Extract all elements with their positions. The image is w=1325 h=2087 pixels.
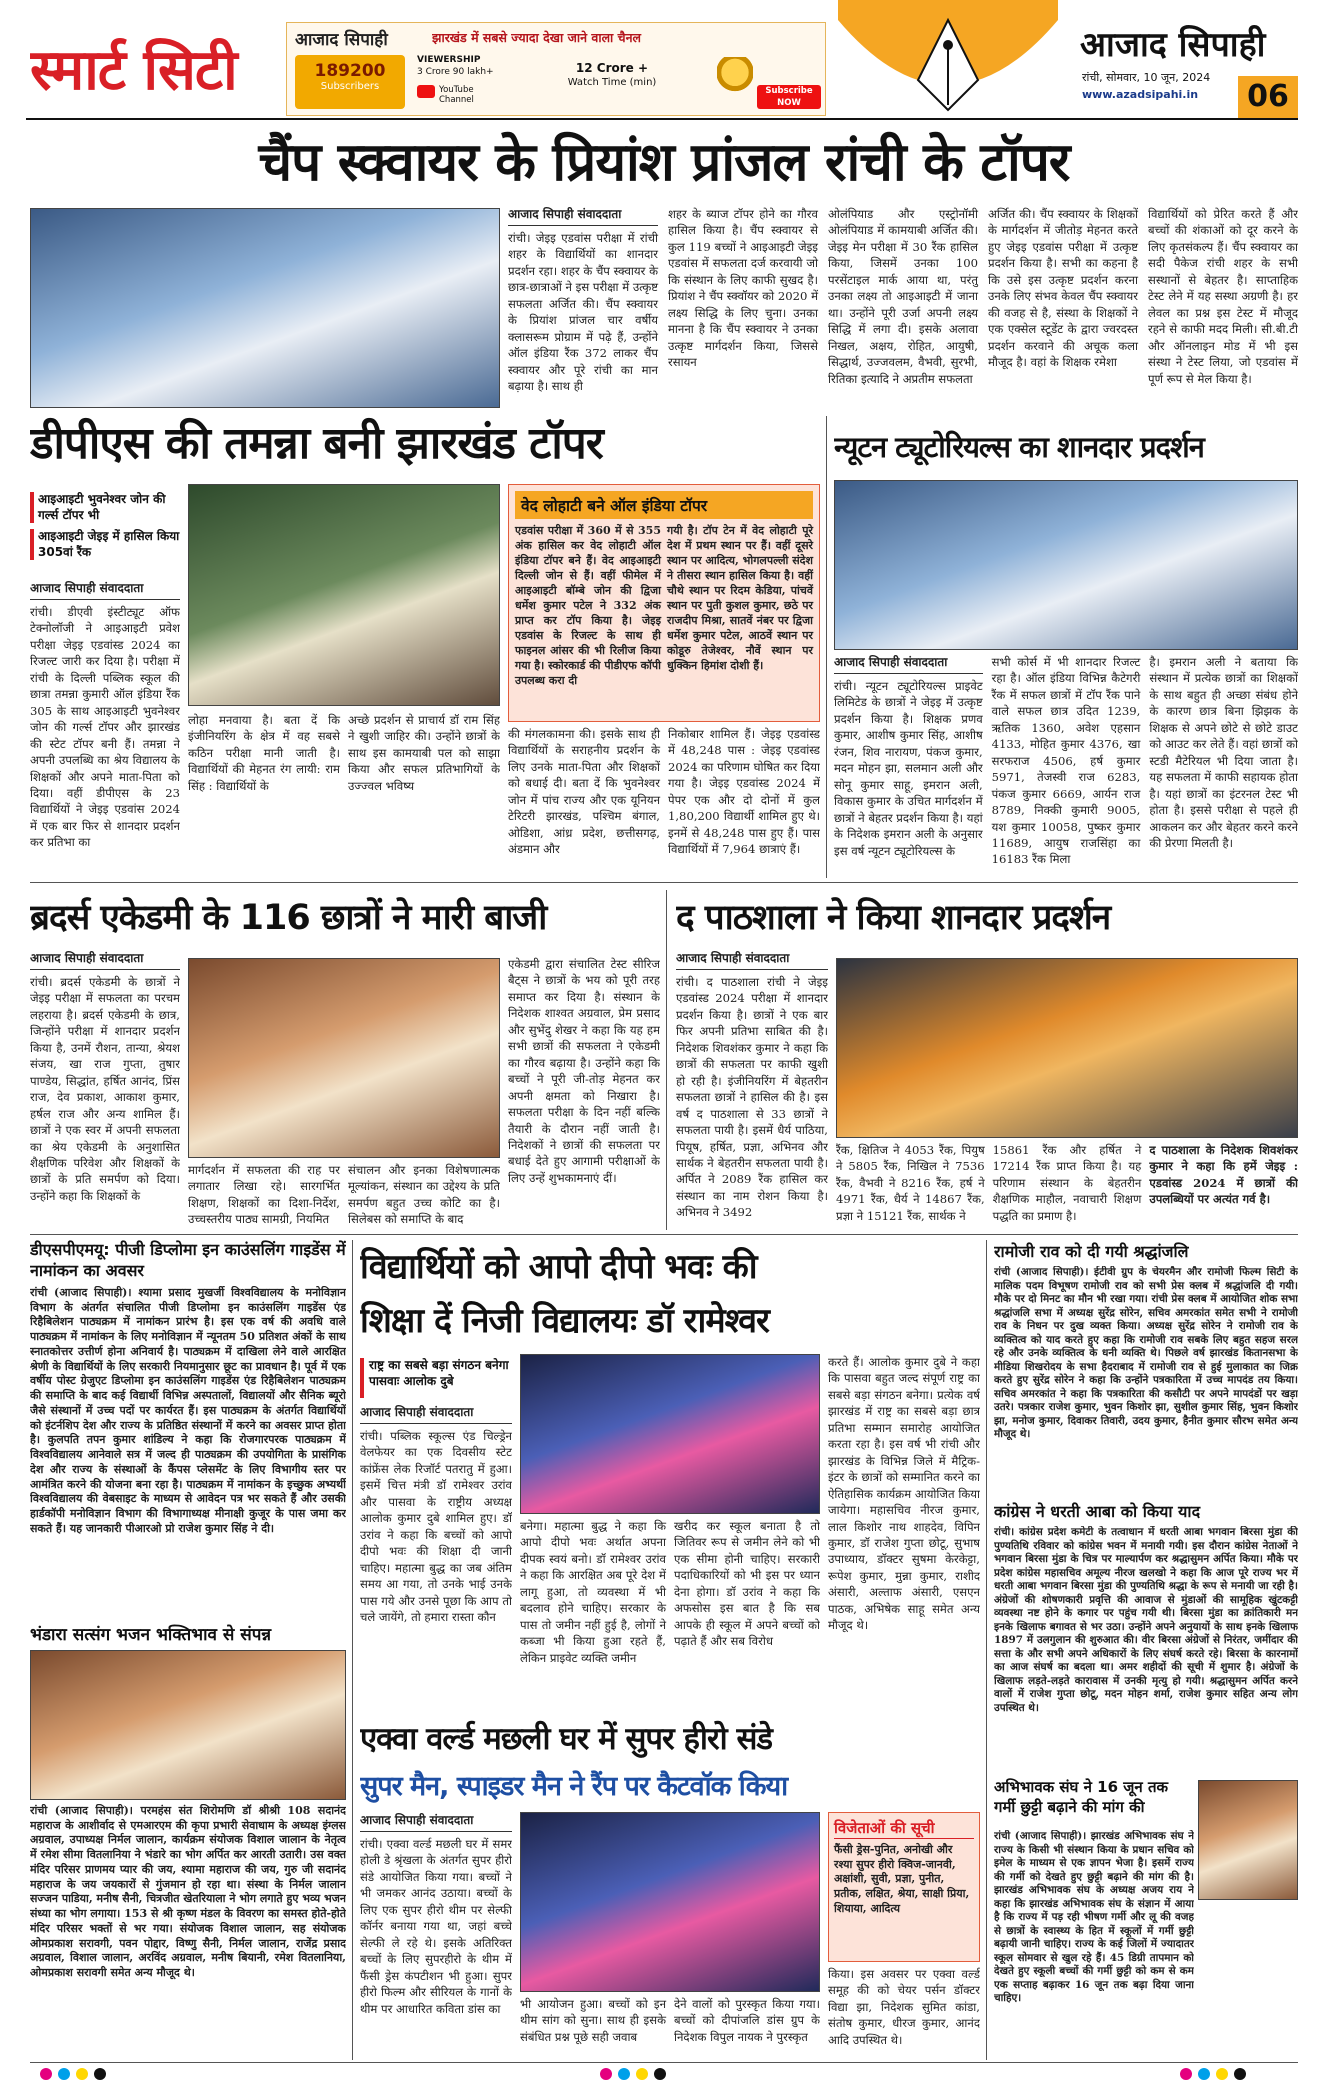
story4-col1-wrap [30, 950, 180, 1230]
story12-headline: एक्वा वर्ल्ड मछली घर में सुपर हीरो संडे [360, 1721, 773, 1757]
story8-headline-line1: विद्यार्थियों को आपो दीपो भवः की [360, 1247, 757, 1287]
story5-byline: आजाद सिपाही संवाददाता [676, 950, 828, 970]
registration-color-dot [1180, 2068, 1192, 2080]
story11-body: रांची (आजाद सिपाही)। झारखंड अभिभावक संघ ने राज्य के किसी भी संस्थान किया के प्रधान सचिव को इमेल के माध्यम से एक ज्ञापन भेजा है। इसमें राज्य की गर्मी को देखते हुए छुट्टी बढ़ाने की मांग की है। झारखंड अभिभावक संघ के अध्यक्ष अजय राय ने कहा कि झारखंड अभिभावक संघ के संज्ञान में आया है कि राज्य में पड़ रही भीषण गर्मी और लू की वजह से छात्रों के स्वास्थ्य के हित में स्कूलों में गर्मी छुट्टी बढ़ायी जानी चाहिए। राज्य के कई जिलों में ज्यादातर स्कूल सोमवार से खुल रहे हैं। 45 डिग्री तापमान को देखते हुए स्कूली बच्चों की गर्मी छुट्टी को कम से कम एक सप्ताह बढ़ाकर 16 जून तक बढ़ा दिया जाना चाहिए। [994, 1830, 1194, 2005]
story3-photo-students [834, 480, 1298, 650]
story2-right [508, 726, 820, 878]
youtube-label: YouTube Channel [439, 85, 474, 106]
story8-byline: आजाद सिपाही संवाददाता [360, 1404, 512, 1424]
footer-rule [30, 2062, 1298, 2063]
registration-color-dot [654, 2068, 666, 2080]
story2-lower [188, 712, 500, 878]
page-number: 06 [1238, 76, 1298, 118]
story4-col2: मार्गदर्शन में सफलता की राह पर लगातार लिखा रहे। सारगर्भित शिक्षण, शिक्षकों का दिशा-निर्देश, उच्चस्तरीय पाठ्य सामग्री, नियमित [188, 1163, 340, 1227]
story8-col1: रांची। पब्लिक स्कूल्स एंड चिल्ड्रेन वेलफेयर का एक दिवसीय स्टेट कांफ्रेंस लेक रिजॉर्ट पतरातु में हुआ। इसमें चित्त मंत्री डॉ रामेश्वर उरांव और पासवा के राष्ट्रीय अध्यक्ष आलोक कुमार दुबे शामिल हुए। डॉ उरांव ने कहा कि बच्चों को आपो दीपो भवः की शिक्षा दी जानी चाहिए। महात्मा बुद्ध का जब अंतिम समय आ गया, तो उनके भाई उनके पास गये और उनसे पूछा कि आप तो चले जायेंगे, तो हमारा रास्ता कौन [360, 1429, 512, 1625]
story3-col3: है। इमरान अली ने बताया कि संस्थान में प्रत्येक छात्रों का शिक्षकों के साथ बहुत ही अच्छा संबंध होने के कारण छात्र बिना झिझक के शिक्षक से अपने छोटे से छोटे डाउट को आउट कर लेते हैं। वहां छात्रों को स्टडी मैटेरियल भी दिया जाता है। यह सफलता में काफी सहायक होता है। यहां छात्रों का इंटरनल टेस्ट भी होता है। इससे परीक्षा से पहले ही आकलन कर और बेहतर करने करने की प्रेरणा मिलती है। [1149, 655, 1298, 850]
story5-headline: द पाठशाला ने किया शानदार प्रदर्शन [676, 898, 1111, 938]
trophy-icon [717, 57, 753, 101]
section-rule-2 [30, 1234, 1298, 1235]
story4-col4-wrap [508, 956, 660, 1230]
dateline: रांची, सोमवार, 10 जून, 2024 [1082, 71, 1211, 84]
left-column-divider [352, 1240, 353, 2060]
story1-col5: विद्यार्थियों को प्रेरित करते हैं और बच्चों की शंकाओं को दूर करने के लिए कृतसंकल्प हैं। चैंप स्क्वायर का सदी पैकेज रांची शहर के सभी सस्थानों से बेहतर है। साप्ताहिक टेस्ट लेने में यह सस्था अग्रणी है। हर लेवल का प्रश्न इस टेस्ट में मौजूद रहने से काफी मदद मिली। सी.बी.टी और ऑनलाइन मोड में भी इस संस्था ने टेस्ट लिया, जो एडवांस में पूर्ण रूप से मेल किया है। [1148, 207, 1298, 386]
story4-byline: आजाद सिपाही संवाददाता [30, 950, 180, 970]
story12-photo-superhero [520, 1812, 820, 1992]
ved-box-title: वेद लोहाटी बने ऑल इंडिया टॉपर [515, 491, 813, 519]
footer-color-strip-right [1180, 2068, 1300, 2082]
youtube-icon [417, 85, 435, 98]
masthead-rule [26, 118, 1298, 120]
viewership-count: 3 Crore 90 lakh+ [417, 67, 494, 77]
story8-photo-conference [520, 1354, 820, 1514]
registration-color-dot [58, 2068, 70, 2080]
registration-color-dot [618, 2068, 630, 2080]
story1-col1: रांची। जेइइ एडवांस परीक्षा में रांची शहर के विद्यार्थियों का शानदार प्रदर्शन रहा। शहर के चैंप स्क्वायर के छात्र-छात्राओं ने इस परीक्षा में उत्कृष्ट सफलता अर्जित की। चैंप स्क्वायर के प्रियांश प्रांजल चार वर्षीय क्लासरूम प्रोग्राम में पढ़े हैं, उन्होंने ऑल इंडिया रैंक 372 लाकर चैंप स्क्वायर और पूरे रांची का मान बढ़ाया है। साथ ही [508, 231, 658, 394]
registration-color-dot [40, 2068, 52, 2080]
subscribe-button[interactable]: Subscribe NOW [757, 85, 821, 109]
ad-brand: आजाद सिपाही [295, 30, 388, 49]
story8-col4-wrap [828, 1354, 980, 1708]
story7-body: रांची (आजाद सिपाही)। परमहंस संत शिरोमणि डॉ श्रीश्री 108 सदानंद महाराज के आशीर्वाद से एमआरएम की कृपा प्रभारी सेवाधाम के अध्यक्ष इंग्लस अग्रवाल, उपाध्यक्ष निर्मल जालान, कार्यक्रम संयोजक विशाल जालान के नेतृत्व में रमेश सीमा वितलानिया ने भंडारे का भोग अर्पित कर आरती उतारी। उस वक्त मंदिर परिसर प्राणमय प्यार की जय, श्यामा महाराज की जय, गुरु जी सदानंद महाराज के जय जयकारों से गुंजमान हो रहा था। संस्था के निर्मल जालान सज्जन पाडिया, मनीष सैनी, चित्रजीत खेतरियाला ने भोग लगाते हुए भव्य भजन संध्या का भोग लगाया। 153 से श्री कृष्ण मंडल के विवरण का समस्त होते-होते मंदिर परिसर भक्तों से भर गया। संयोजक विशाल जालान, सह संयोजक ओमप्रकाश सरावगी, पवन पोद्दार, विष्णु सैनी, निर्मल जालान, राजेंद्र प्रसाद अग्रवाल, विशाल जालान, अरविंद अग्रवाल, मनीष बियानी, रमेश वितलानिया, ओमप्रकाश सरावगी समेत अन्य मौजूद थे। [30, 1804, 346, 1980]
story2-byline: आजाद सिपाही संवाददाता [30, 580, 180, 600]
story4-col3: संचालन और इनका विशेषणात्मक मूल्यांकन, संस्थान का उद्देश्य के प्रति समर्पण बहुत उच्च कोटि का है। सिलेबस को समाप्ति के बाद [348, 1163, 500, 1227]
ad-tagline: झारखंड में सबसे ज्यादा देखा जाने वाला चैनल [432, 30, 642, 45]
website-link[interactable]: www.azadsipahi.in [1082, 88, 1199, 101]
story12-subhead: सुपर मैन, स्पाइडर मैन ने रैंप पर कैटवॉक किया [360, 1771, 788, 1802]
story2-divider [826, 416, 827, 878]
story6-body: रांची (आजाद सिपाही)। श्यामा प्रसाद मुखर्जी विश्वविद्यालय के मनोविज्ञान विभाग के अंतर्गत संचालित पीजी डिप्लोमा इन काउंसलिंग गाइडेंस एंड रिहैबिलेशन पाठ्यक्रम में नामांकन प्रारंभ है। इस एक वर्ष की अवधि वाले पाठ्यक्रम में नामांकन के लिए मनोविज्ञान में न्यूनतम 50 प्रतिशत अंकों के साथ स्नातकोत्तर उत्तीर्ण होना अनिवार्य है। पाठ्यक्रम में दाखिला लेने वाले आरक्षित श्रेणी के विद्यार्थियों के लिए सरकारी नियमानुसार छूट का प्रावधान है। पूर्व में एक वर्षीय पोस्ट ग्रेजुएट डिप्लोमा इन काउंसलिंग गाइडेंस एंड रिहैबिलेशन पाठ्यक्रम की समाप्ति के बाद कई विद्यार्थी विभिन्न अस्पतालों, विद्यालयों और सैनिक ब्यूरो जैसे संस्थानों में उच्च पदों पर कार्यरत हैं। इस पाठ्यक्रम के अंतर्गत विद्यार्थियों को इंटर्नशिप देश और राज्य के प्रतिष्ठित संस्थानों में करने का अवसर प्राप्त होता है। कुलपति तपन कुमार शांडिल्य ने कहा कि रोजगारपरक पाठ्यक्रम में विश्वविद्यालय आनेवाले सत्र में जल्द ही पाठ्यक्रम की उपयोगिता के प्रासंगिक देश और राज्य के संस्थाओं के कैंपस प्लेसमेंट के लिए विभागीय स्तर पर आमंत्रित करने की योजना बना रहा है। पाठ्यक्रम में नामांकन के इच्छुक अभ्यर्थी विश्वविद्यालय की वेबसाइट के माध्यम से आवेदन पत्र भर सकते हैं और उसकी हार्डकॉपी मनोविज्ञान विभाग की विभागाध्यक्ष मीनाक्षी कुजूर के पास जमा कर सकते हैं। यह जानकारी पीआरओ प्रो राजेश कुमार सिंह ने दी। [30, 1286, 346, 1535]
story9-headline: रामोजी राव को दी गयी श्रद्धांजलि [994, 1242, 1189, 1261]
story2-col3: अच्छे प्रदर्शन से प्राचार्य डॉ राम सिंह ने खुशी जाहिर की। उन्होंने छात्रों के साथ इस कामयाबी पल को साझा किया और सफल प्रतिभागियों के उज्ज्वल भविष्य [348, 713, 500, 793]
story4-col4: एकेडमी द्वारा संचालित टेस्ट सीरिज बैट्स ने छात्रों के भय को पूरी तरह समाप्त कर दिया है। संस्थान के निदेशक शाश्वत अग्रवाल, प्रेम प्रसाद और सुभेंदु शेखर ने कहा कि यह हम सभी छात्रों की सफलता ने एकेडमी का गौरव बढ़ाया है। उन्होंने कहा कि बच्चों ने पूरी जी-तोड़ मेहनत कर अपनी क्षमता को निखारा है। सफलता परीक्षा के दिन नहीं बल्कि तैयारी के दौरान नहीं जाती है। निदेशकों ने छात्रों की सफलता पर बधाई देते हुए आगामी परीक्षाओं के लिए उन्हें शुभकामनाएं दीं। [508, 957, 660, 1185]
story1-photo-students [30, 208, 500, 408]
registration-color-dot [94, 2068, 106, 2080]
footer-color-strip-center [600, 2068, 720, 2082]
watchtime-count: 12 Crore + [575, 61, 649, 75]
footer-color-strip-left [40, 2068, 160, 2082]
story4-col1: रांची। ब्रदर्स एकेडमी के छात्रों ने जेइइ परीक्षा में सफलता का परचम लहराया है। ब्रदर्स एकेडमी के छात्र, जिन्होंने परीक्षा में शानदार प्रदर्शन किया है, उनमें रौशन, तान्या, श्रेयश संजय, खा राज गुप्ता, तुषार पाण्डेय, सिद्धांत, हर्षित आनंद, प्रिंस राज, देव प्रकाश, आकाश कुमार, हर्षल राज और अन्य शामिल हैं। छात्रों ने एक स्वर में अपनी सफलता का श्रेय एकेडमी के अनुशासित शैक्षणिक परिवेश और शिक्षकों के छात्रों के प्रति समर्पण को दिया। उन्होंने कहा कि शिक्षकों के [30, 975, 180, 1203]
story3-text [834, 654, 1298, 878]
story4-headline: ब्रदर्स एकेडमी के 116 छात्रों ने मारी बाजी [30, 898, 547, 938]
story5-col4: द पाठशाला के निदेशक शिवशंकर कुमार ने कहा कि हमें जेइइ : एडवांस्ड 2024 में छात्रों की उपलब्धियों पर अत्यंत गर्व है। [1149, 1143, 1298, 1207]
story2-photo-topper [188, 484, 500, 706]
registration-color-dot [1234, 2068, 1246, 2080]
story3-headline: न्यूटन ट्यूटोरियल्स का शानदार प्रदर्शन [834, 430, 1204, 464]
story3-byline: आजाद सिपाही संवाददाता [834, 654, 983, 674]
story2-deck [30, 492, 180, 576]
story5-col1: रांची। द पाठशाला रांची ने जेइइ एडवांस्ड 2024 परीक्षा में शानदार प्रदर्शन किया है। छात्रों ने एक बार फिर अपनी प्रतिभा साबित की है। निदेशक शिवशंकर कुमार ने कहा कि छात्रों की सफलता पर काफी खुशी हो रही है। इंजीनियरिंग में बेहतरीन सफलता छात्रों ने हासिल की है। इस वर्ष द पाठशाला से 33 छात्रों ने सफलता पायी है। इसमें धैर्य पाठिया, पियूष, हर्षित, प्रज्ञा, अभिनव और सार्थक ने बेहतरीन सफलता पायी है। अर्पित ने 2089 रैंक हासिल कर संस्थान का नाम रोशन किया है। अभिनव ने 3492 [676, 975, 828, 1220]
story12-byline: आजाद सिपाही संवाददाता [360, 1812, 512, 1832]
subscribers-badge [295, 55, 405, 109]
story12-col1: रांची। एक्वा वर्ल्ड मछली घर में समर होली डे श्रृंखला के अंतर्गत सुपर हीरो संडे आयोजित किया गया। बच्चों ने भी जमकर आनंद उठाया। बच्चों के लिए एक सुपर हीरो थीम पर सेल्फी कॉर्नर बनाया गया था, जहां बच्चे सेल्फी ले रहे थे। इसके अतिरिक्त बच्चों के लिए सुपरहीरो के थीम में फैंसी ड्रेस कंपटीशन भी हुआ। सुपर हीरो फिल्म और सीरियल के गानों के थीम पर आधारित कविता डांस का [360, 1837, 512, 2016]
subscribers-count: 189200 [314, 61, 386, 81]
story7-headline: भंडारा सत्संग भजन भक्तिभाव से संपन्न [30, 1625, 272, 1645]
pen-nib-logo [838, 0, 1058, 116]
story5-col1-wrap [676, 950, 828, 1230]
story8-headline-line2: शिक्षा दें निजी विद्यालयः डॉ रामेश्वर [360, 1301, 769, 1341]
story3-col2: सभी कोर्स में भी शानदार रिजल्ट रहा है। ऑल इंडिया विभिन्न कैटेगरी रैंक में सफल छात्रों में टॉप रैंक पाने वाले सफल छात्र उदित 1239, ऋतिक 1360, अवेश एहसान 4133, मोहित कुमार 4376, खा सरफराज 4506, हर्ष कुमार 5971, तेजस्वी राज 6283, पंकज कुमार 6669, आर्यन राज 8789, निक्की कुमारी 9005, यश कुमार 10058, पुष्कर कुमार 11689, आयुष राजसिंहा का 16183 रैंक मिला [991, 655, 1141, 867]
story3-col1: रांची। न्यूटन ट्यूटोरियल्स प्राइवेट लिमिटेड के छात्रों ने जेइइ में उत्कृष्ट प्रदर्शन किया है। शिक्षक प्रणव कुमार, आशीष कुमार सिंह, आशीष रंजन, शिव नारायण, पंकज कुमार, मदन मोहन झा, सलमान अली और सोनू कुमार साहू, इमरान अली, विकास कुमार के उचित मार्गदर्शन में छात्रों ने बेहतर प्रदर्शन किया है। यहां के निदेशक इमरान अली के अनुसार इस वर्ष न्यूटन ट्यूटोरियल्स के [834, 679, 983, 858]
story6-headline: डीएसपीएमयू: पीजी डिप्लोमा इन काउंसलिंग गाइडेंस में नामांकन का अवसर [30, 1240, 346, 1280]
story10-headline: कांग्रेस ने धरती आबा को किया याद [994, 1502, 1201, 1521]
masthead [0, 0, 1325, 126]
story2-deck2: आइआइटी जेइइ में हासिल किया 305वां रैंक [30, 529, 180, 560]
story2-col1-wrap [30, 580, 180, 878]
registration-color-dot [1216, 2068, 1228, 2080]
story2-deck1: आइआइटी भुवनेश्वर जोन की गर्ल्स टॉपर भी [30, 492, 180, 523]
registration-color-dot [76, 2068, 88, 2080]
story12-col4-wrap [828, 1966, 980, 2056]
story4-photo-students [188, 958, 500, 1158]
story2-col1: रांची। डीएवी इंस्टीट्यूट ऑफ टेक्नोलॉजी ने आइआइटी प्रवेश परीक्षा जेइइ एडवांस्ड 2024 का रिजल्ट जारी कर दिया है। परीक्षा में रांची के दिल्ली पब्लिक स्कूल की छात्रा तमन्ना कुमारी ऑल इंडिया रैंक 305 के साथ आइआइटी भुवनेश्वर जोन की गर्ल्स टॉपर और झारखंड की स्टेट टॉपर बनी हैं। तमन्ना ने अपनी उपलब्धि का श्रेय विद्यालय के शिक्षकों और अपने माता-पिता को दिया। वहीं डीपीएस के 23 विद्यार्थियों ने जेइइ एडवांस 2024 में एक बार फिर से शानदार प्रदर्शन कर प्रतिभा का [30, 605, 180, 850]
paper-name: आजाद सिपाही [1080, 25, 1266, 65]
story8-col1-wrap [360, 1404, 512, 1708]
story1-byline: आजाद सिपाही संवाददाता [508, 206, 658, 226]
ved-lohati-box [508, 484, 820, 722]
story12-lower [520, 1996, 820, 2056]
story2-col5: निकोबार शामिल हैं। जेइइ एडवांस्ड में 48,248 पास : जेइइ एडवांस्ड 2024 का परिणाम घोषित कर दिया गया है। जेइइ एडवांस्ड 2024 में पेपर एक और दो दोनों में कुल 1,80,200 विद्यार्थी शामिल हुए थे। इनमें से 48,248 पास हुए हैं। पास विद्यार्थियों में 7,964 छात्राएं हैं। [668, 727, 820, 857]
winners-box [828, 1812, 980, 1962]
ved-box-col1: एडवांस परीक्षा में 360 में से 355 अंक हासिल कर वेद लोहाटी ऑल इंडिया टॉपर बने हैं। वेद आइआइटी दिल्ली जोन से हैं। वहीं फीमेल में आइआइटी बॉम्बे जोन की द्विजा धर्मेश कुमार पटेल ने 332 अंक प्राप्त कर टॉप किया है। जेइइ एडवांस के रिजल्ट के साथ ही फाइनल आंसर की भी रिलीज किया गया है। स्कोरकार्ड की पीडीएफ कॉपी उपलब्ध करा दी [515, 524, 661, 687]
pen-nib-graphic [838, 0, 1058, 116]
story12-col1-wrap [360, 1812, 512, 2056]
right-column-divider [986, 1240, 987, 2060]
section-title: स्मार्ट सिटी [30, 37, 237, 100]
story12-col4: किया। इस अवसर पर एक्वा वर्ल्ड समूह की को चेयर पर्सन डॉक्टर विद्या झा, निदेशक सुमित कांडा, संतोष कुमार, धीरज कुमार, आनंद आदि उपस्थित थे। [828, 1967, 980, 2047]
story5-col2: रैंक, क्षितिज ने 4053 रैंक, पियुष ने 5805 रैंक, निखिल ने 7536 रैंक, वैभवी ने 8216 रैंक, हर्ष ने 4971 रैंक, धैर्य ने 14867 रैंक, प्रज्ञा ने 15121 रैंक, सार्थक ने [836, 1143, 985, 1223]
story7-photo-bhajan [30, 1650, 346, 1800]
subscribers-label: Subscribers [320, 81, 380, 92]
story8-deck: राष्ट्र का सबसे बड़ा संगठन बनेगा पासवाः आलोक दुबे [360, 1358, 512, 1398]
story1-col4: अर्जित की। चैंप स्क्वायर के शिक्षकों के मार्गदर्शन में जीतोड़ मेहनत करते हुए जेइइ एडवांस परीक्षा में उत्कृष्ट प्रदर्शन किया है। सभी का कहना है कि उसे इस उत्कृष्ट प्रदर्शन करना उनके लिए संभव केवल चैंप स्क्वायर की वजह से है, संस्था के शिक्षकों ने एक एक्सेल स्टूडेंट के द्वारा ज्वरदस्त प्रदर्शन करवाने की अचूक कला मौजूद है। वहां के शिक्षक रमेशा [988, 207, 1138, 370]
story9-body: रांची (आजाद सिपाही)। ईटीवी ग्रुप के चेयरमैन और रामोजी फिल्म सिटी के मालिक पदम विभूषण रामोजी राव को सभी प्रेस क्लब में श्रद्धांजलि दी गयी। मौके पर दो मिनट का मौन भी रखा गया। रांची प्रेस क्लब में आयोजित शोक सभा श्रद्धांजलि सभा में अध्यक्ष सुरेंद्र सोरेन, सचिव अमरकांत समेत सभी ने रामोजी राव के निधन पर दुख व्यक्त किया। अध्यक्ष सुरेंद्र सोरेन ने रामोजी राव के व्यक्तित्व को याद करते हुए कहा कि रामोजी राव सबके लिए बहुत सहज सरल रहे और उनके व्यक्तित्व के धनी व्यक्ति थे। पिछले वर्ष झारखंड कितानसभा के मीडिया शिखरोदय के सभा हैदराबाद में रामोजी राव से हुई मुलाकात का जिक्र करते हुए सुरेंद्र सोरेन ने कहा कि उन्होंने पत्रकारिता में उच्च मापदंड तय किया। सचिव अमरकांत ने कहा कि पत्रकारिता की कसौटी पर अपने मापदंडों पर खड़ा उतरे। पत्रकार राजेश कुमार, भुवन किशोर झा, सुशील कुमार सिंह, भुवन किशोर झा, मनोज कुमार, दिवाकर तिवारी, उदय कुमार, हैनीत कुमार सौरभ समेत अन्य मौजूद थे। [994, 1266, 1298, 1441]
story10-body: रांची। कांग्रेस प्रदेश कमेटी के तत्वाधान में धरती आबा भगवान बिरसा मुंडा की पुण्यतिथि रविवार को कांग्रेस भवन में मनायी गयी। इस दौरान कांग्रेस नेताओं ने भगवान बिरसा मुंडा के चित्र पर माल्यार्पण कर श्रद्धासुमन अर्पित किया। मौके पर प्रदेश कांग्रेस महासचिव अमूल्य नीरज खलखो ने कहा कि आज पूरे राज्य भर में धरती आबा भगवान बिरसा मुंडा की पुण्यतिथि श्रद्धा के रूप से मनायी जा रही है। अंग्रेजों की शोषणकारी प्रवृत्ति की आवाज से मुंडाओं की सामूहिक खुंटकट्टी व्यवस्था नष्ट होने के कगार पर पहुंच गयी थी। बिरसा मुंडा का क्रांतिकारी मन इनके खिलाफ बगावत से भर उठा। उन्होंने अपने अनुयायों के साथ इनके खिलाफ 1897 में उलगुलान की शुरुआत की। वीर बिरसा अंग्रेजों से निरंतर, जमींदार की सत्ता के और सभी अपने अधिकारों के लिए संघर्ष करते रहे। बिरसा के कारनामों का आज संघर्ष का बदला था। अमर शहीदों की सूची में शुमार है। अंग्रेजों के खिलाफ लड़ते-लड़ते कारावास में उनकी मृत्यु हो गयी। श्रद्धासुमन अर्पित करने वालों में राजेश गुप्ता छोटू, मदन मोहन शर्मा, राजेश कुमार सहित अन्य लोग उपस्थित थे। [994, 1526, 1298, 1714]
story1-col2: शहर के ब्याज टॉपर होने का गौरव हासिल किया है। चैंप स्क्वायर से कुल 119 बच्चों ने आइआइटी जेइइ एडवांस में सफलता दर्ज करवायी जो कि संस्थान के लिए काफी सुखद है। प्रियांश ने चैंप स्क्वॉयर को 2020 में लक्ष्य सिद्धि के लिए चुना। उनका मानना है कि चैंप स्क्वायर ने उनका उत्कृष्ट मार्गदर्शन किया, जिससे रसायन [668, 207, 818, 370]
ved-box-col2: गयी है। टॉप टेन में वेद लोहाटी पूरे देश में प्रथम स्थान पर हैं। वहीं दूसरे स्थान पर आदित्य, भोगलपल्ली संदेश ने तीसरा स्थान हासिल किया है। वहीं चौथे स्थान पर रिदम केडिया, पांचवें स्थान पर पुती कुशल कुमार, छठे पर राजदीप मिश्रा, सातवें नंबर पर द्विजा धर्मेश कुमार पटेल, आठवें स्थान पर कोडूरु तेजेश्वर, नौवें स्थान पर धुक्किन हिमांश दोशी हैं। [667, 524, 813, 672]
story2-col2: लोहा मनवाया है। बता दें कि इंजीनियरिंग के क्षेत्र में वह सबसे कठिन परीक्षा मानी जाती है। विद्यार्थियों की मेहनत रंग लायी: राम सिंह : विद्यार्थियों के [188, 713, 340, 793]
story4-divider [666, 890, 667, 1230]
story8-col3: खरीद कर स्कूल बनाता है तो जितिवर रूप से जमीन लेने को भी एक सीमा होनी चाहिए। सरकारी पदाधिकारियों को भी इस पर ध्यान देना होगा। डॉ उरांव ने कहा कि अफसोस इस बात है कि सब आपके ही स्कूल में अपने बच्चों को पढ़ाते हैं और सब विरोध [674, 1519, 820, 1649]
story12-col3: देने वालों को पुरस्कृत किया गया। बच्चों को दीपांजलि डांस ग्रुप के निदेशक विपुल नायक ने पुरस्कृत [674, 1997, 820, 2044]
registration-color-dot [600, 2068, 612, 2080]
registration-color-dot [636, 2068, 648, 2080]
story8-lower [520, 1518, 820, 1708]
watchtime-label: Watch Time (min) [567, 77, 657, 88]
story4-lower [188, 1162, 500, 1230]
story11-headline: अभिभावक संघ ने 16 जून तक गर्मी छुट्टी बढ़ाने की मांग की [994, 1778, 1169, 1816]
story8-col4: करते हैं। आलोक कुमार दुबे ने कहा कि पासवा बहुत जल्द संपूर्ण राष्ट्र का सबसे बड़ा संगठन बनेगा। प्रत्येक वर्ष झारखंड में राष्ट्र का सबसे बड़ा छात्र प्रतिभा सम्मान समारोह आयोजित करता रहा है। इस वर्ष भी रांची और झारखंड के विभिन्न जिले में मैट्रिक-इंटर के छात्रों को सम्मानित करने का ऐतिहासिक कार्यक्रम आयोजित किया जायेगा। महासचिव नीरज कुमार, लाल किशोर नाथ शाहदेव, विपिन कुमार, डॉ राजेश गुप्ता छोटू, सुभाष उपाध्याय, डॉक्टर सुषमा केरकेट्टा, रूपेश कुमार, मुन्ना कुमार, राशीद अंसारी, अल्ताफ अंसारी, एसएन पाठक, अभिषेक साहू समेत अन्य मौजूद थे। [828, 1355, 980, 1633]
story12-col2: भी आयोजन हुआ। बच्चों को इन थीम सांग को सुना। साथ ही इसके संबंधित प्रश्न पूछे सही जवाब [520, 1997, 666, 2044]
story1-text [508, 206, 1298, 410]
story1-headline: चैंप स्क्वायर के प्रियांश प्रांजल रांची के टॉपर [258, 132, 1070, 193]
story1-col3: ओलंपियाड और एस्ट्रोनॉमी ओलंपियाड में कामयाबी अर्जित की। जेइइ मेन परीक्षा में 30 रैंक हासिल किया, जिसमें उनका 100 परसेंटाइल मार्क आया था, परंतु उनका लक्ष्य तो आइआइटी में जाना था। उन्होंने पूरी उर्जा अपनी लक्ष्य सिद्धि में लगा दी। इसके अलावा निखल, अक्षय, रोहित, आयुषी, सिद्धार्थ, उज्जवलम, वैभवी, सुरभी, रितिका इत्यादि ने अप्रतीम सफलता [828, 207, 978, 386]
channel-ad-banner[interactable] [286, 22, 826, 116]
story8-col2: बनेगा। महात्मा बुद्ध ने कहा कि आपो दीपो भवः अर्थात अपना दीपक स्वयं बनो। डॉ रामेश्वर उरांव ने कहा कि आरक्षित अब पूरे देश में लागू हुआ, तो व्यवस्था में भी बदलाव होने चाहिए। सरकार के पास तो जमीन नहीं हुई है, लोगों ने कब्जा भी किया हुआ रहते हैं, लेकिन प्राइवेट व्यक्ति जमीन [520, 1519, 666, 1665]
viewership-label: VIEWERSHIP [417, 55, 481, 65]
story5-photo-students [836, 958, 1298, 1138]
story11-photo-president [1198, 1780, 1298, 1900]
story5-col3: 15861 रैंक और हर्षित ने 17214 रैंक प्राप्त किया है। यह परिणाम संस्थान के बेहतरीन शैक्षणिक माहौल, नवाचारी शिक्षण पद्धति का प्रमाण है। [992, 1143, 1142, 1223]
story2-col4: की मंगलकामना की। इसके साथ ही विद्यार्थियों के सराहनीय प्रदर्शन के लिए उनके माता-पिता और शिक्षकों को बधाई दी। बता दें कि भुवनेश्वर जोन में पांच राज्य और एक यूनियन टेरिटरी झारखंड, पश्चिम बंगाल, ओडिशा, आंध्र प्रदेश, छत्तीसगढ़, अंडमान और [508, 727, 660, 857]
winners-title: विजेताओं की सूची [834, 1818, 974, 1839]
story2-headline: डीपीएस की तमन्ना बनी झारखंड टॉपर [30, 418, 603, 469]
story5-lower [836, 1142, 1298, 1230]
winners-list: फैंसी ड्रेस-पुनित, अनोखी और रश्या सुपर हीरो क्विज-जानवी, अक्षांशी, सुवी, प्रज्ञा, पुनीत, प्रतीक, लक्षित, श्रेया, साक्षी प्रिया, शियाया, आदित्य [834, 1843, 970, 1915]
registration-color-dot [1198, 2068, 1210, 2080]
section-rule-1 [30, 882, 1298, 883]
